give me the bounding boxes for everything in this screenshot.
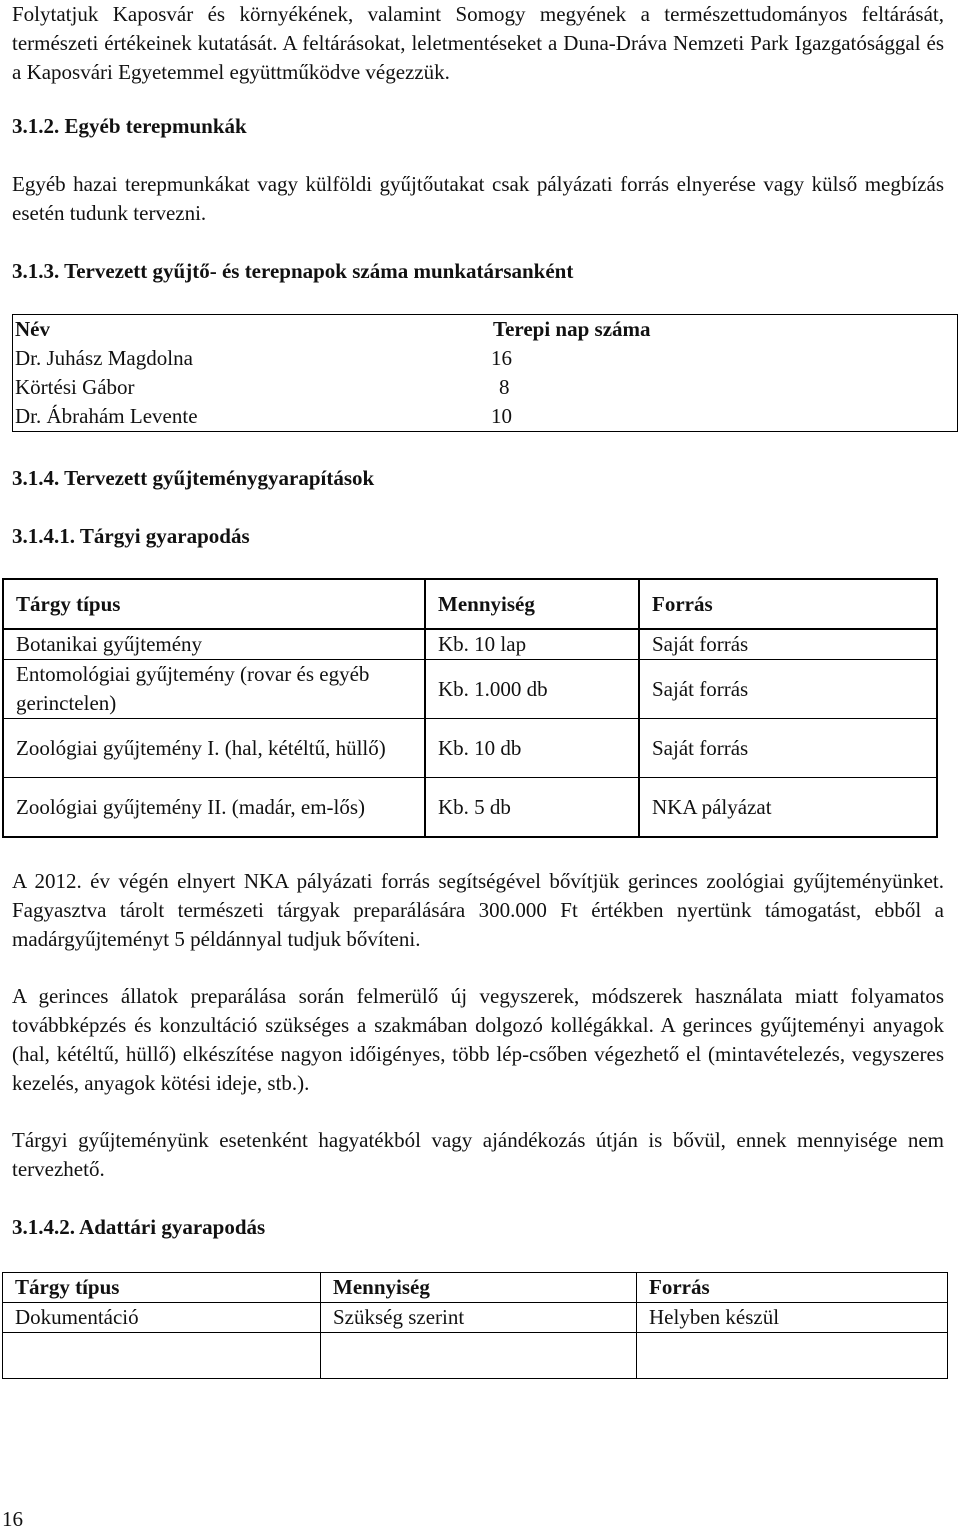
archive-increase-table bbox=[2, 1272, 948, 1379]
object-increase-table bbox=[2, 578, 938, 838]
cell-source: Helyben készül bbox=[637, 1303, 948, 1333]
table-row bbox=[13, 373, 958, 402]
empty-cell bbox=[321, 1333, 637, 1379]
intro-paragraph: Folytatjuk Kaposvár és környékének, valamint Somogy megyének a természettudományos feltárását, természeti értékeinek kutatását. A feltárásokat, leletmentéseket a Duna-Dráva Nemzeti Park Igazgatósággal és a Kaposvári Egyetemmel együttműködve végezzük. bbox=[12, 2, 944, 84]
cell-days: 16 bbox=[491, 346, 512, 370]
table-row bbox=[3, 660, 937, 719]
page-number: 16 bbox=[2, 1507, 23, 1531]
cell-name: Körtési Gábor bbox=[15, 375, 135, 399]
preparation-paragraph: A gerinces állatok preparálása során felmerülő új vegyszerek, módszerek használata miatt folyamatos továbbképzés és konzultáció szükséges a szakmában dolgozó kollégákkal. A gerinces gyűjteményi anyagok (hal, kétéltű, hüllő) elkészítése nagyon időigényes, több lép-csőben végezhető el (mintavételezés, vegyszeres kezelés, anyagok kötési ideje, stb.). bbox=[12, 984, 944, 1095]
section-heading-3-1-3: 3.1.3. Tervezett gyűjtő- és terepnapok száma munkatársanként bbox=[12, 259, 574, 283]
table-row bbox=[3, 1303, 948, 1333]
cell-source: NKA pályázat bbox=[652, 794, 772, 819]
cell-quantity: Kb. 10 lap bbox=[425, 629, 639, 660]
table-row bbox=[3, 629, 937, 660]
section-heading-3-1-4-2: 3.1.4.2. Adattári gyarapodás bbox=[12, 1215, 266, 1239]
table-row bbox=[13, 402, 958, 432]
cell-quantity: Szükség szerint bbox=[321, 1303, 637, 1333]
section-heading-3-1-4: 3.1.4. Tervezett gyűjteménygyarapítások bbox=[12, 466, 375, 490]
cell-object-type: Dokumentáció bbox=[3, 1303, 321, 1333]
column-header-object-type: Tárgy típus bbox=[3, 1273, 321, 1303]
column-header-source: Forrás bbox=[639, 579, 937, 629]
nka-paragraph: A 2012. év végén elnyert NKA pályázati forrás segítségével bővítjük gerinces zoológiai gyűjteményünket. Fagyasztva tárolt természeti tárgyak preparálására 300.000 Ft értékben nyertünk támogatást, ebből a madárgyűjteményt 5 példánnyal tudjuk bővíteni. bbox=[12, 869, 944, 951]
fieldwork-days-table bbox=[12, 314, 958, 432]
cell-name: Dr. Juhász Magdolna bbox=[15, 346, 193, 370]
table-row bbox=[13, 344, 958, 373]
table-row bbox=[3, 719, 937, 778]
cell-object-type: Botanikai gyűjtemény bbox=[3, 629, 425, 660]
column-header-field-days: Terepi nap száma bbox=[493, 317, 651, 341]
cell-object-type: Entomológiai gyűjtemény (rovar és egyéb gerinctelen) bbox=[3, 660, 425, 719]
cell-quantity: Kb. 1.000 db bbox=[425, 660, 639, 719]
column-header-object-type: Tárgy típus bbox=[3, 579, 425, 629]
empty-table-row bbox=[3, 1333, 948, 1379]
cell-days: 8 bbox=[499, 375, 510, 399]
column-header-source: Forrás bbox=[637, 1273, 948, 1303]
cell-quantity: Kb. 5 db bbox=[425, 778, 639, 838]
column-header-name: Név bbox=[15, 317, 50, 341]
bequest-paragraph: Tárgyi gyűjteményünk esetenként hagyatékból vagy ajándékozás útján is bővül, ennek mennyisége nem tervezhető. bbox=[12, 1128, 944, 1181]
cell-source: Saját forrás bbox=[639, 719, 937, 778]
cell-source: Saját forrás bbox=[639, 629, 937, 660]
cell-object-type: Zoológiai gyűjtemény II. (madár, em-lős) bbox=[3, 778, 425, 838]
empty-cell bbox=[3, 1333, 321, 1379]
cell-object-type: Zoológiai gyűjtemény I. (hal, kétéltű, hüllő) bbox=[3, 719, 425, 778]
cell-quantity: Kb. 10 db bbox=[425, 719, 639, 778]
column-header-quantity: Mennyiség bbox=[321, 1273, 637, 1303]
empty-cell bbox=[637, 1333, 948, 1379]
section-heading-3-1-4-1: 3.1.4.1. Tárgyi gyarapodás bbox=[12, 524, 250, 548]
table-row bbox=[3, 778, 937, 838]
table-header-row bbox=[3, 579, 937, 629]
cell-days: 10 bbox=[491, 404, 512, 428]
cell-name: Dr. Ábrahám Levente bbox=[15, 404, 198, 428]
column-header-quantity: Mennyiség bbox=[425, 579, 639, 629]
table-header-row bbox=[3, 1273, 948, 1303]
section-3-1-2-paragraph: Egyéb hazai terepmunkákat vagy külföldi gyűjtőutakat csak pályázati forrás elnyerése vagy külső megbízás esetén tudunk tervezni. bbox=[12, 172, 944, 225]
cell-source: Saját forrás bbox=[639, 660, 937, 719]
section-heading-3-1-2: 3.1.2. Egyéb terepmunkák bbox=[12, 114, 247, 138]
table-header-row bbox=[13, 315, 958, 345]
